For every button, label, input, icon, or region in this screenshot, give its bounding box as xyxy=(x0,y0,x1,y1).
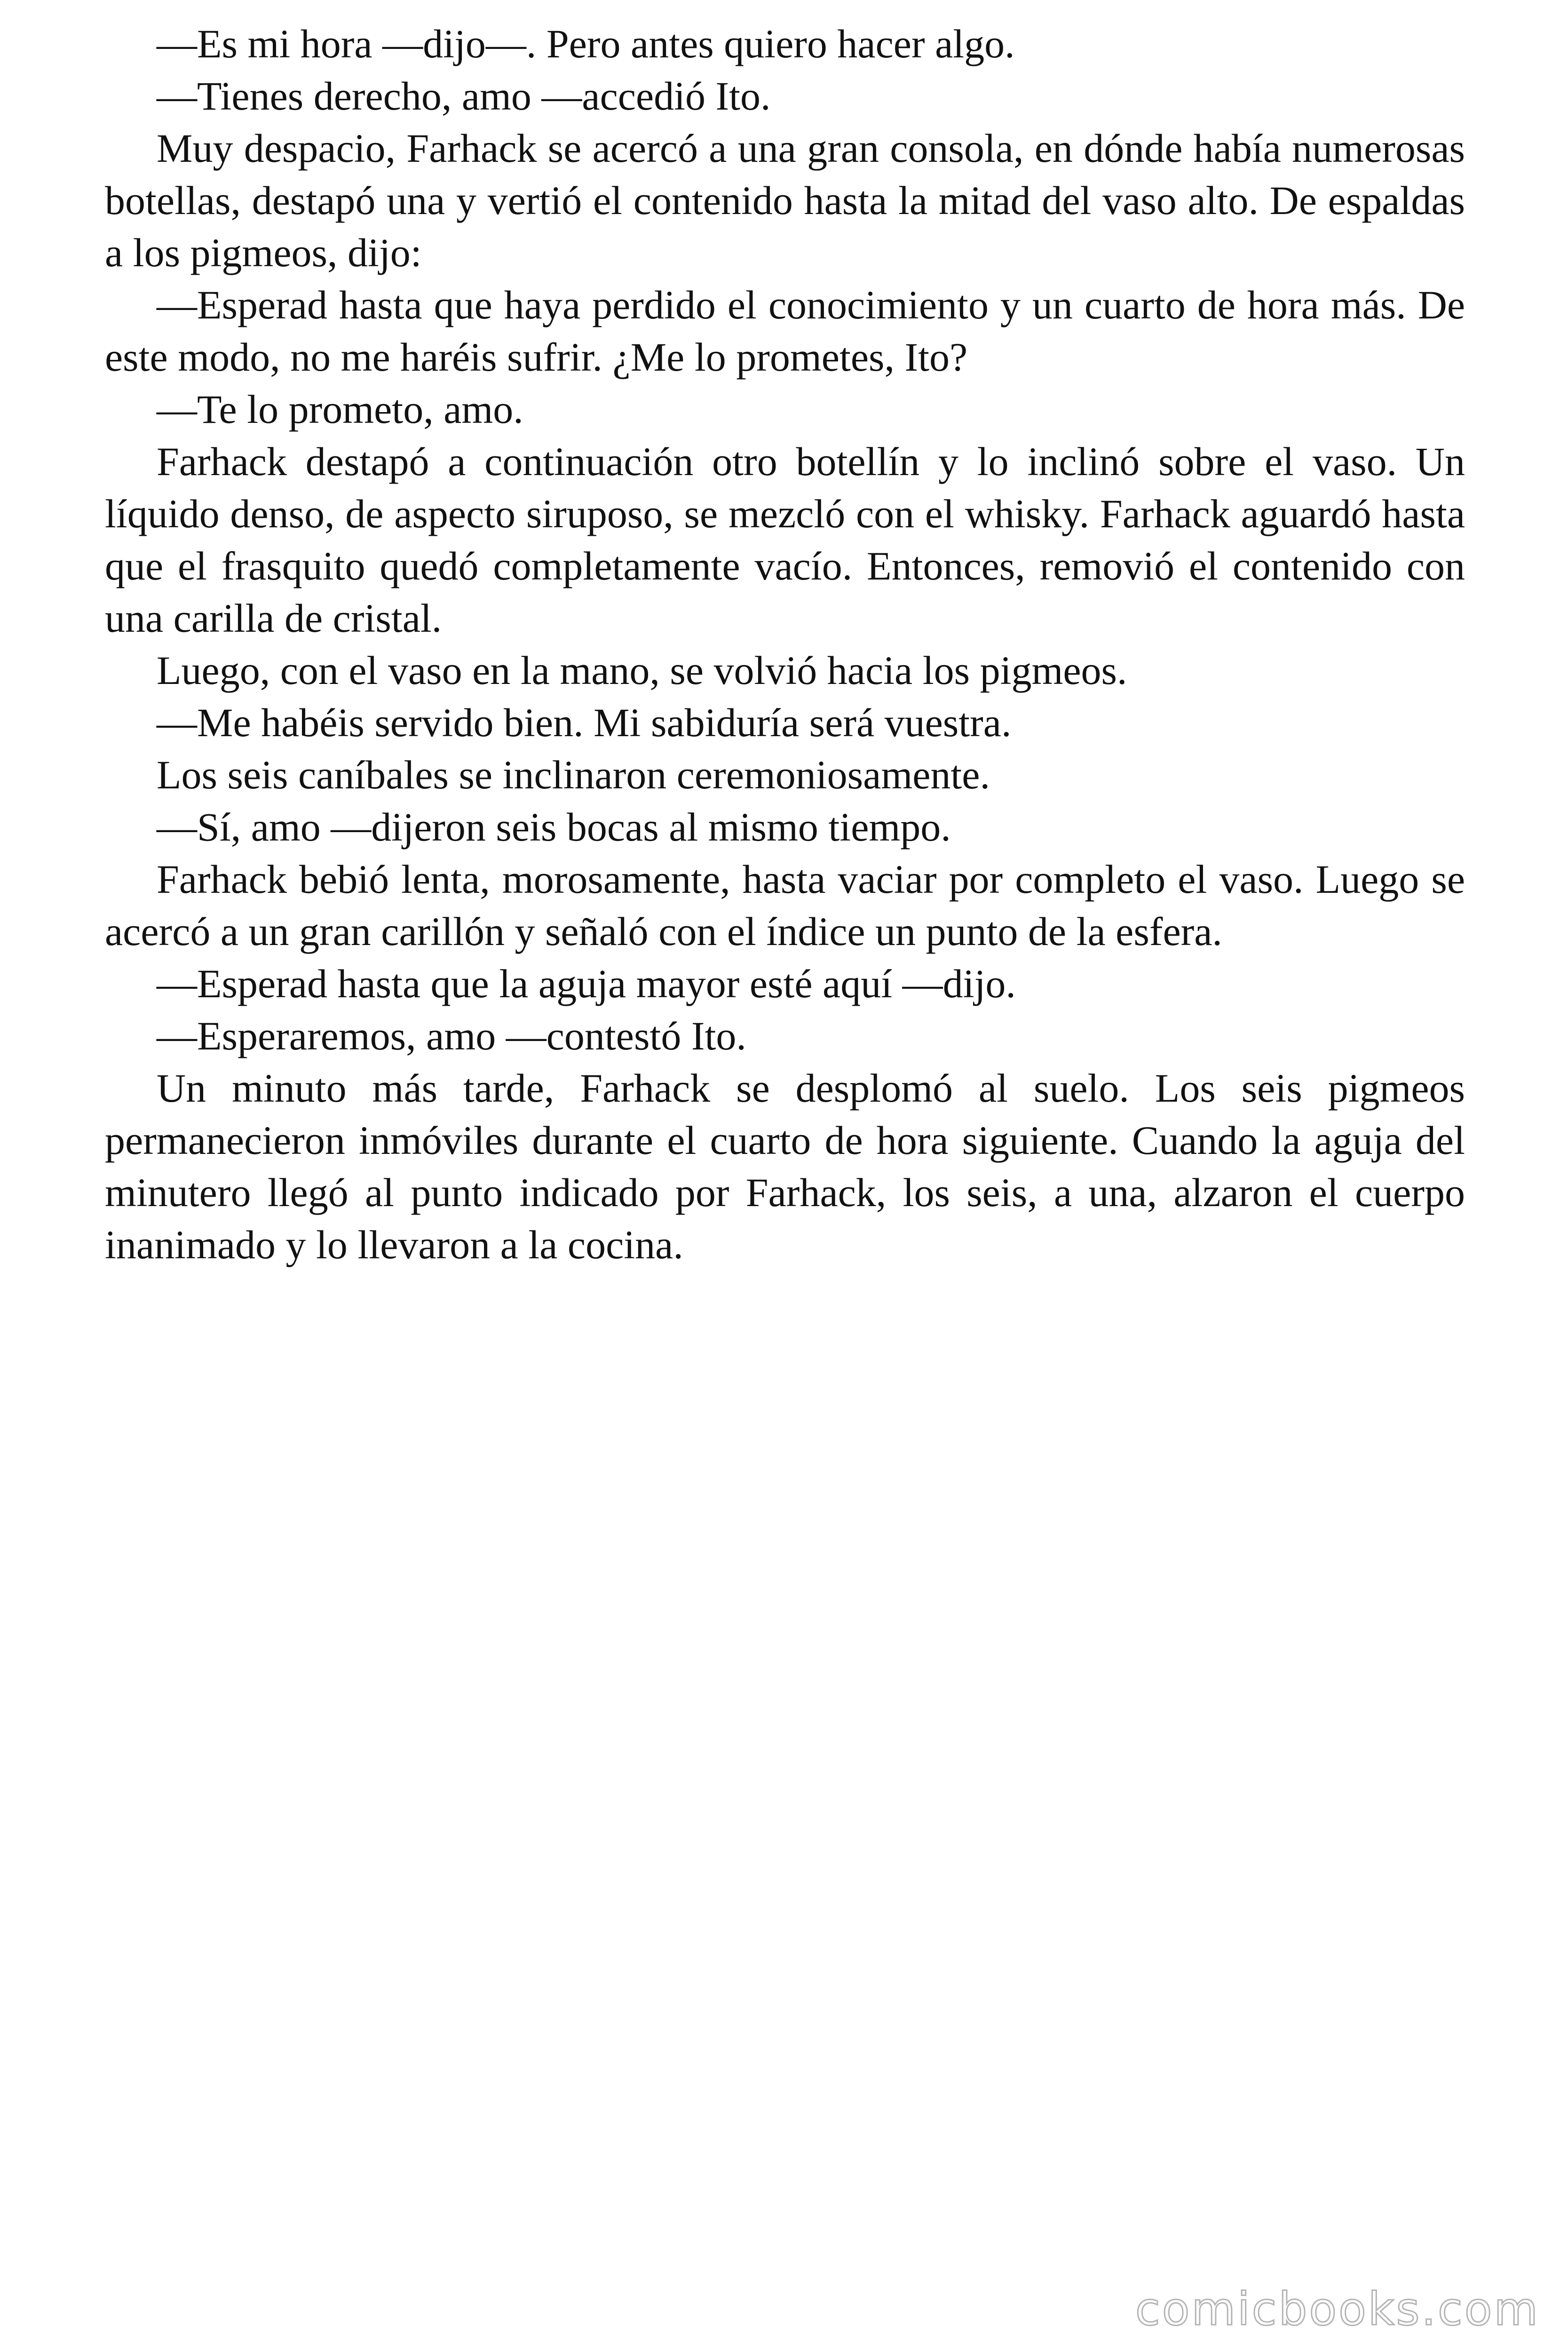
paragraph: —Es mi hora —dijo—. Pero antes quiero hacer algo. xyxy=(157,21,1015,66)
watermark: comicbooks.com xyxy=(1135,2283,1540,2336)
paragraph: —Me habéis servido bien. Mi sabiduría será vuestra. xyxy=(157,700,1012,745)
paragraph: —Te lo prometo, amo. xyxy=(157,387,523,432)
paragraph: Muy despacio, Farhack se acercó a una gran consola, en dónde había numerosas botellas, destapó una y vertió el contenido hasta la mitad del vaso alto. De espaldas a los pigmeos, dijo: xyxy=(105,126,1465,275)
paragraph: Luego, con el vaso en la mano, se volvió hacia los pigmeos. xyxy=(157,648,1127,693)
paragraph: —Sí, amo —dijeron seis bocas al mismo tiempo. xyxy=(157,804,951,850)
paragraph: Farhack bebió lenta, morosamente, hasta vaciar por completo el vaso. Luego se acercó a un gran carillón y señaló con el índice un punto de la esfera. xyxy=(105,857,1465,954)
paragraph: —Esperad hasta que la aguja mayor esté aquí —dijo. xyxy=(157,961,1016,1006)
page-body xyxy=(105,18,1465,1271)
paragraph: Un minuto más tarde, Farhack se desplomó al suelo. Los seis pigmeos permanecieron inmóviles durante el cuarto de hora siguiente. Cuando la aguja del minutero llegó al punto indicado por Farhack, los seis, a una, alzaron el cuerpo inanimado y lo llevaron a la cocina. xyxy=(105,1065,1465,1267)
paragraph: Farhack destapó a continuación otro botellín y lo inclinó sobre el vaso. Un líquido denso, de aspecto siruposo, se mezcló con el whisky. Farhack aguardó hasta que el frasquito quedó completamente vacío. Entonces, removió el contenido con una carilla de cristal. xyxy=(105,439,1465,641)
paragraph: —Esperaremos, amo —contestó Ito. xyxy=(157,1013,746,1058)
paragraph: Los seis caníbales se inclinaron ceremoniosamente. xyxy=(157,752,990,797)
paragraph: —Tienes derecho, amo —accedió Ito. xyxy=(157,73,771,119)
paragraph: —Esperad hasta que haya perdido el conocimiento y un cuarto de hora más. De este modo, no me haréis sufrir. ¿Me lo prometes, Ito? xyxy=(105,282,1465,380)
